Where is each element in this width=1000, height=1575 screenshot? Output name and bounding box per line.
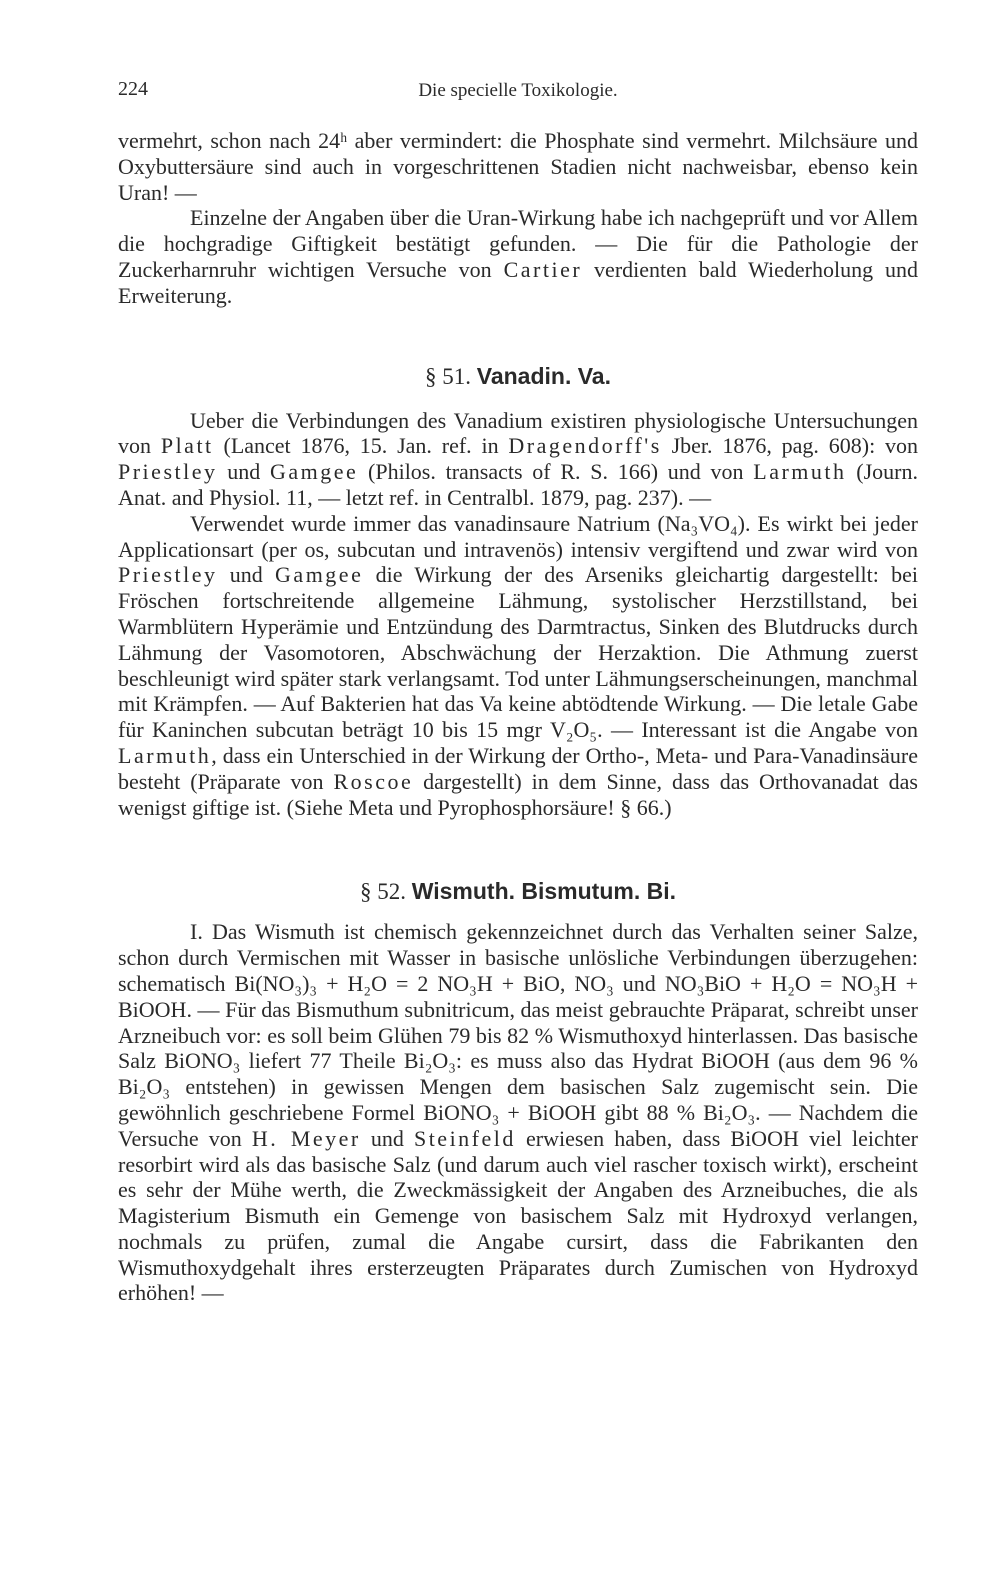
text-run: dargestellt) in dem Sinne, dass das Orthovanadat das wenigst giftige ist. (Siehe Meta und Pyrophosphorsäure! § 66.) bbox=[118, 768, 918, 820]
spacer bbox=[118, 390, 918, 408]
author-name: Roscoe bbox=[333, 768, 414, 794]
author-name: Cartier bbox=[503, 256, 583, 282]
author-name: Steinfeld bbox=[413, 1125, 516, 1151]
author-name: Priestley bbox=[118, 562, 218, 588]
author-name: Gamgee bbox=[275, 562, 364, 588]
page-number: 224 bbox=[118, 78, 148, 100]
spacer bbox=[118, 905, 918, 919]
text-run: und bbox=[217, 562, 276, 588]
text-run: und bbox=[217, 459, 270, 485]
text-run: Einzelne der Angaben über die Uran-Wirkung habe ich nachgeprüft und vor Allem die hochgradige Giftigkeit bestätigt gefunden. — Die für die Pathologie der Zuckerharnruhr wichtigen Versuche von bbox=[118, 205, 918, 282]
text-run: Ueber die Verbindungen des Vanadium existiren physiologische Untersuchungen von bbox=[118, 407, 918, 459]
section-title: Wismuth. Bismutum. Bi. bbox=[411, 878, 677, 905]
author-name: Priestley bbox=[118, 459, 218, 485]
author-name: Platt bbox=[160, 433, 214, 459]
text-run: erwiesen haben, dass BiOOH viel leichter resorbirt wird als das basische Salz (und darum auch viel rascher toxisch wirkt), erscheint es sehr der Mühe werth, die Zweckmässigkeit der Angaben des Arzneibuches, die als Magisterium Bismuth ein Gemenge von basischem Salz mit Hydroxyd verlangen, nochmals zu prüfen, zumal die Angabe cursirt, dass die Fabrikanten den Wismuthoxydgehalt ihres ersterzeugten Präparates durch Zumischen von Hydroxyd erhöhen! — bbox=[118, 1125, 918, 1306]
section-title: Vanadin. Va. bbox=[476, 362, 611, 389]
author-name: Larmuth bbox=[118, 742, 212, 768]
text-run: und bbox=[360, 1125, 414, 1151]
author-name: Gamgee bbox=[269, 459, 359, 485]
section-number: § 51. bbox=[425, 363, 471, 389]
page-body bbox=[118, 128, 918, 1306]
section-heading-51 bbox=[118, 363, 918, 390]
section-heading-52 bbox=[118, 878, 918, 905]
text-run: Jber. 1876, pag. 608): von bbox=[661, 433, 919, 459]
text-run: (Philos. transacts of R. S. 166) und von bbox=[358, 459, 754, 485]
author-name: Dragendorff's bbox=[508, 433, 662, 459]
text-run: (Journ. Anat. and Physiol. 11, — letzt ref. in Centralbl. 1879, pag. 237). — bbox=[118, 459, 918, 510]
text-run: I. Das Wismuth ist chemisch gekennzeichnet durch das Verhalten seiner Salze, schon durch Vermischen mit Wasser in basische unlösliche Verbindungen überzugehen: schematisch Bi(NO₃)₃ + H₂O = 2 NO₃H + BiO, NO₃ und NO₃BiO + H₂O = NO₃H + BiOOH. — Für das Bismuthum subnitricum, das meist gebrauchte Präparat, schreibt unser Arzneibuch vor: es soll beim Glühen 79 bis 82 % Wismuthoxyd hinterlassen. Das basische Salz BiONO₃ liefert 77 Theile Bi₂O₃: es muss also das Hydrat BiOOH (aus dem 96 % Bi₂O₃ entstehen) in gewissen Mengen dem basischen Salz zugemischt sein. Die gewöhnlich geschriebene Formel BiONO₃ + BiOOH gibt 88 % Bi₂O₃. — Nachdem die Versuche von bbox=[118, 919, 918, 1151]
section-number: § 52. bbox=[359, 879, 406, 905]
wismuth-paragraph-1 bbox=[118, 919, 918, 1306]
author-name: Larmuth bbox=[753, 459, 847, 485]
text-run: , dass ein Unterschied in der Wirkung der Ortho-, Meta- und Para-Vanadinsäure besteht (Präparate von bbox=[118, 742, 918, 794]
text-run: Verwendet wurde immer das vanadinsaure Natrium (Na₃VO₄). Es wirkt bei jeder Applicationsart (per os, subcutan und intravenös) intensiv vergiftend und zwar wird von bbox=[118, 510, 918, 562]
spacer bbox=[118, 309, 918, 363]
spacer bbox=[118, 820, 918, 878]
running-title: Die specielle Toxikologie. bbox=[418, 80, 618, 101]
text-run: (Lancet 1876, 15. Jan. ref. in bbox=[213, 433, 509, 459]
intro-paragraph-1: vermehrt, schon nach 24ʰ aber vermindert: die Phosphate sind vermehrt. Milchsäure und Oxybuttersäure sind auch in vorgeschrittenen Stadien nicht nachweisbar, ebenso kein Uran! — bbox=[118, 128, 918, 205]
vanadin-paragraph-2 bbox=[118, 511, 918, 821]
text-run: verdienten bald Wiederholung und Erweiterung. bbox=[118, 256, 918, 308]
vanadin-paragraph-1 bbox=[118, 408, 918, 511]
text-run: die Wirkung der des Arseniks gleichartig dargestellt: bei Fröschen fortschreitende allgemeine Lähmung, systolischer Herzstillstand, bei Warmblütern Hyperämie und Entzündung des Darmtractus, Sinken des Blutdrucks durch Lähmung der Vasomotoren, Abschwächung der Herzaktion. Die Athmung zuerst beschleunigt wird später stark verlangsamt. Tod unter Lähmungserscheinungen, manchmal mit Krämpfen. — Auf Bakterien hat das Va keine abtödtende Wirkung. — Die letale Gabe für Kaninchen subcutan beträgt 10 bis 15 mgr V₂O₅. — Interessant ist die Angabe von bbox=[118, 562, 919, 743]
author-name: H. Meyer bbox=[251, 1125, 361, 1151]
running-head bbox=[118, 78, 918, 108]
intro-paragraph-2 bbox=[118, 205, 918, 308]
